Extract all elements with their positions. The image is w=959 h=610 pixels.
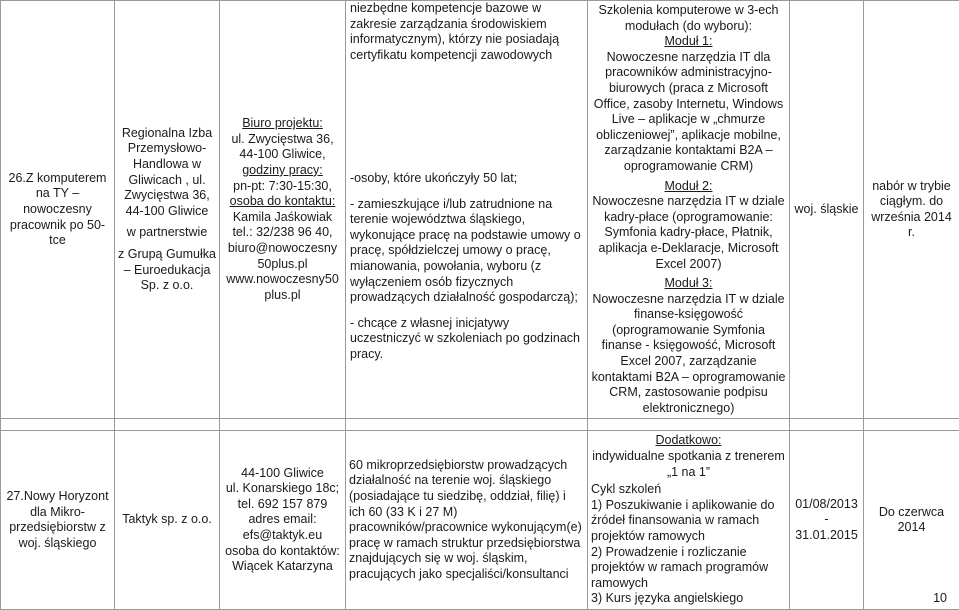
contact-line: osoba do kontaktów: <box>223 544 342 560</box>
target-group-continued: niezbędne kompetencje bazowe w zakresie zarządzania środowiskiem informatycznym), którzy nie posiadają certyfikatu kompetencji zawodowych <box>350 1 583 171</box>
hours-label: godziny pracy: <box>223 163 342 179</box>
target-criterion: -osoby, które ukończyły 50 lat; <box>350 171 583 187</box>
contact-line: adres email: <box>223 512 342 528</box>
contact-line: tel. 692 157 879 <box>223 497 342 513</box>
dates: 01/08/2013 - 31.01.2015 <box>795 497 858 542</box>
organizer-cell <box>115 431 220 610</box>
contact-email: biuro@nowoczesny 50plus.pl <box>223 241 342 272</box>
region-cell <box>790 1 864 419</box>
office-label: Biuro projektu: <box>223 116 342 132</box>
project-title: 27.Nowy Horyzont dla Mikro-przedsiębiorstw z woj. śląskiego <box>6 489 108 550</box>
table-row <box>1 431 959 610</box>
target-criterion: - chcące z własnej inicjatywy uczestniczyć w szkoleniach po godzinach pracy. <box>350 316 583 363</box>
organizer-partnership: w partnerstwie <box>118 225 216 241</box>
dates-cell <box>790 431 864 610</box>
project-title: 26.Z komputerem na TY – nowoczesny pracownik po 50-tce <box>9 171 107 247</box>
extra-text: indywidualne spotkania z trenerem „1 na 1” <box>591 449 786 480</box>
region: woj. śląskie <box>795 202 859 216</box>
contact-line: efs@taktyk.eu <box>223 528 342 544</box>
project-title-cell <box>1 431 115 610</box>
module-2-label: Moduł 2: <box>591 179 786 195</box>
page-number: 10 <box>933 591 947 605</box>
contact-line: Wiącek Katarzyna <box>223 559 342 575</box>
contact-website: www.nowoczesny50 plus.pl <box>223 272 342 303</box>
period-cell <box>864 1 959 419</box>
target-criterion: - zamieszkujące i/lub zatrudnione na terenie województwa śląskiego, wykonujące pracę na podstawie umowy o pracę, spółdzielczej umowy o pracę, mianowania, powołania, wyboru (z wyłączeniem osób fizycznych prowadzących działalność gospodarczą); <box>350 197 583 306</box>
cycle-title: Cykl szkoleń <box>591 482 786 498</box>
organizer-name: Taktyk sp. z o.o. <box>122 512 212 526</box>
target-group: 60 mikroprzedsiębiorstw prowadzących działalność na terenie woj. śląskiego (posiadające tu siedzibę, oddział, filię) i ich 60 (33 K i 27 M) pracowników/pracownice wykonującym(e) pracę w ramach struktur przedsiębiorstwa znajdujących się w woj. śląskim, pracujących jako specjaliści/konsultanci <box>349 458 582 581</box>
target-group-list <box>350 171 583 363</box>
extra-label: Dodatkowo: <box>591 433 786 449</box>
contact-person: Kamila Jaśkowiak <box>223 210 342 226</box>
module-3-label: Moduł 3: <box>591 276 786 292</box>
project-title-cell <box>1 1 115 419</box>
contact-cell <box>220 431 346 610</box>
cycle-item: 1) Poszukiwanie i aplikowanie do źródeł finansowania w ramach projektów ramowych <box>591 498 786 545</box>
organizer-name: Regionalna Izba Przemysłowo-Handlowa w Gliwicach , ul. Zwycięstwa 36, 44-100 Gliwice <box>118 126 216 220</box>
contact-cell <box>220 1 346 419</box>
table-spacer <box>1 419 959 431</box>
module-3-text: Nowoczesne narzędzia IT w dziale finanse-księgowość (oprogramowanie Symfonia finanse - księgowość, Microsoft Excel 2007, zarządzanie kontaktami B2A – oprogramowanie CRM, zastosowanie podpisu elektronicznego) <box>591 292 786 417</box>
target-group-cell <box>346 1 588 419</box>
office-address: ul. Zwycięstwa 36, 44-100 Gliwice, <box>223 132 342 163</box>
person-label: osoba do kontaktu: <box>223 194 342 210</box>
organizer-cell <box>115 1 220 419</box>
module-2-text: Nowoczesne narzędzia IT w dziale kadry-płace (oprogramowanie: Symfonia kadry-płace, Płatnik, aplikacja e-Deklaracje, Microsoft Excel 2007) <box>591 194 786 272</box>
module-1-label: Moduł 1: <box>591 34 786 50</box>
cycle-item: 3) Kurs języka angielskiego <box>591 591 786 607</box>
training-intro: Szkolenia komputerowe w 3-ech modułach (do wyboru): <box>591 3 786 34</box>
period: Do czerwca 2014 <box>879 505 944 535</box>
training-cell <box>588 1 790 419</box>
contact-line: ul. Konarskiego 18c; <box>223 481 342 497</box>
cycle-item: 2) Prowadzenie i rozliczanie projektów w ramach programów ramowych <box>591 545 786 592</box>
training-cell <box>588 431 790 610</box>
contact-phone: tel.: 32/238 96 40, <box>223 225 342 241</box>
organizer-partner: z Grupą Gumułka – Euroedukacja Sp. z o.o. <box>118 247 216 294</box>
table-row <box>1 1 959 419</box>
target-group-cell <box>346 431 588 610</box>
office-hours: pn-pt: 7:30-15:30, <box>223 179 342 195</box>
module-1-text: Nowoczesne narzędzia IT dla pracowników administracyjno-biurowych (praca z Microsoft Office, zasoby Internetu, Windows Live – aplikacje w „chmurze obliczeniowej”, aplikacje mobilne, zarządzanie kontaktami B2A – oprogramowanie CRM) <box>591 50 786 175</box>
period-cell <box>864 431 959 610</box>
contact-line: 44-100 Gliwice <box>223 466 342 482</box>
period: nabór w trybie ciągłym. do września 2014 r. <box>871 179 952 240</box>
